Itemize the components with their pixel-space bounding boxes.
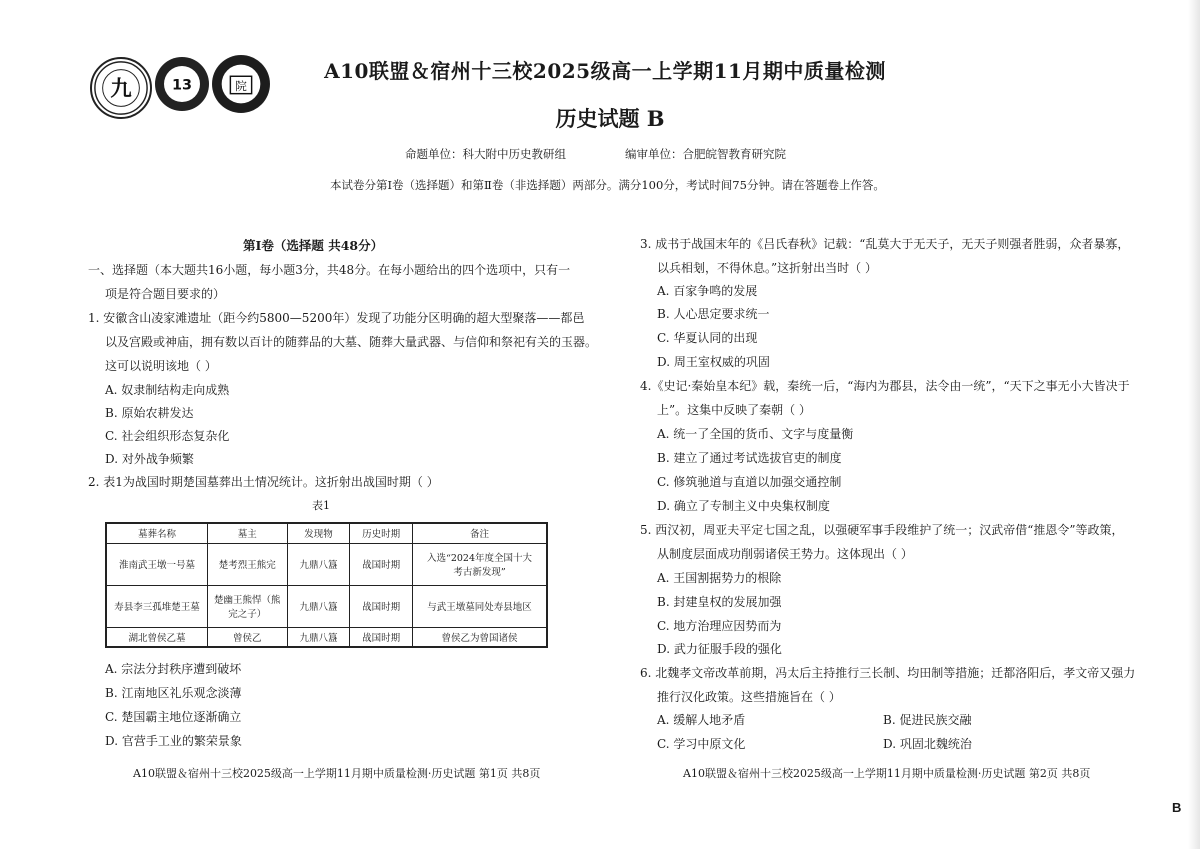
subject-title: 历史试题 B <box>555 106 665 131</box>
question-stem-line: 以兵相刬，不得休息。”这折射出当时（ ） <box>657 261 877 275</box>
table-row <box>106 543 547 585</box>
table-header-cell: 历史时期 <box>350 523 413 543</box>
option-a[interactable]: A. 奴隶制结构走向成熟 <box>105 383 230 397</box>
table-cell: 曾侯乙为曾国诸侯 <box>413 627 547 647</box>
corner-letter: B <box>1172 800 1182 815</box>
option-c[interactable]: C. 地方治理应因势而为 <box>657 619 782 633</box>
table-cell: 湖北曾侯乙墓 <box>106 627 207 647</box>
question-stem-line: 上”。这集中反映了秦朝（ ） <box>657 403 811 417</box>
table-cell: 九鼎八簋 <box>287 627 350 647</box>
section-intro-line: 一、选择题（本大题共16小题，每小题3分，共48分。在每小题给出的四个选项中，只有一 <box>88 263 571 277</box>
table-cell: 九鼎八簋 <box>287 585 350 627</box>
table-cell: 战国时期 <box>350 585 413 627</box>
suzhou-academy-logo-icon <box>212 55 270 113</box>
table-row <box>106 627 547 647</box>
option-d[interactable]: D. 官营手工业的繁荣景象 <box>105 734 242 748</box>
option-c[interactable]: C. 学习中原文化 <box>657 737 746 751</box>
page-footer: A10联盟＆宿州十三校2025级高一上学期11月期中质量检测·历史试题 第2页 共8页 <box>683 767 1091 780</box>
compiler-label: 命题单位：科大附中历史教研组 <box>405 147 566 161</box>
table-cell: 战国时期 <box>350 543 413 585</box>
table-header-row <box>106 523 547 543</box>
reviewer-label: 编审单位：合肥皖智教育研究院 <box>625 147 786 161</box>
table-header-cell: 墓主 <box>207 523 287 543</box>
table-cell: 九鼎八簋 <box>287 543 350 585</box>
question-stem-line: 1. 安徽含山凌家滩遗址（距今约5800—5200年）发现了功能分区明确的超大型聚落——都邑 <box>88 311 585 325</box>
exam-title: A10联盟＆宿州十三校2025级高一上学期11月期中质量检测 <box>324 59 886 83</box>
scan-edge-shadow <box>1188 0 1200 849</box>
option-c[interactable]: C. 修筑驰道与直道以加强交通控制 <box>657 475 842 489</box>
option-a[interactable]: A. 统一了全国的货币、文字与度量衡 <box>657 427 854 441</box>
option-d[interactable]: D. 巩固北魏统治 <box>883 737 972 751</box>
exam-instructions: 本试卷分第Ⅰ卷（选择题）和第Ⅱ卷（非选择题）两部分。满分100分，考试时间75分钟。请在答题卷上作答。 <box>330 178 885 192</box>
table-cell: 淮南武王墩一号墓 <box>106 543 207 585</box>
table-row <box>106 585 547 627</box>
option-c[interactable]: C. 楚国霸主地位逐渐确立 <box>105 710 242 724</box>
question-stem-line: 3. 成书于战国末年的《吕氏春秋》记载：“乱莫大于无天子，无天子则强者胜弱，众者暴寡， <box>640 237 1130 251</box>
svg-text:13: 13 <box>171 77 193 94</box>
option-a[interactable]: A. 宗法分封秩序遭到破坏 <box>105 662 242 676</box>
option-b[interactable]: B. 人心思定要求统一 <box>657 307 770 321</box>
option-b[interactable]: B. 封建皇权的发展加强 <box>657 595 782 609</box>
question-stem-line: 5. 西汉初，周亚夫平定七国之乱，以强硬军事手段维护了统一；汉武帝借“推恩令”等政策， <box>640 523 1124 537</box>
table-caption: 表1 <box>312 499 330 512</box>
table-header-cell: 发现物 <box>287 523 350 543</box>
table-cell: 楚考烈王熊完 <box>207 543 287 585</box>
option-b[interactable]: B. 原始农耕发达 <box>105 406 194 420</box>
table-cell: 与武王墩墓同处寿县地区 <box>413 585 547 627</box>
question-stem-line: 从制度层面成功削弱诸侯王势力。这体现出（ ） <box>657 547 913 561</box>
section-title: 第Ⅰ卷（选择题 共48分） <box>243 238 384 253</box>
alliance-logo-icon <box>90 57 152 119</box>
question-stem-line: 推行汉化政策。这些措施旨在（ ） <box>657 690 841 704</box>
table-cell: 入选“2024年度全国十大 考古新发现” <box>413 543 547 585</box>
option-c[interactable]: C. 华夏认同的出现 <box>657 331 758 345</box>
option-b[interactable]: B. 江南地区礼乐观念淡薄 <box>105 686 242 700</box>
option-a[interactable]: A. 百家争鸣的发展 <box>657 284 758 298</box>
table-header-cell: 备注 <box>413 523 547 543</box>
question-stem-line: 6. 北魏孝文帝改革前期，冯太后主持推行三长制、均田制等措施；迁都洛阳后，孝文帝又强力 <box>640 666 1136 680</box>
option-d[interactable]: D. 周王室权威的巩固 <box>657 355 770 369</box>
page-footer: A10联盟＆宿州十三校2025级高一上学期11月期中质量检测·历史试题 第1页 共8页 <box>133 767 541 780</box>
table-cell: 曾侯乙 <box>207 627 287 647</box>
question-stem-line: 这可以说明该地（ ） <box>105 359 217 373</box>
svg-text:九: 九 <box>110 76 132 102</box>
tomb-table <box>105 522 548 648</box>
school-13-logo-icon <box>155 57 209 111</box>
option-d[interactable]: D. 武力征服手段的强化 <box>657 642 782 656</box>
option-d[interactable]: D. 对外战争频繁 <box>105 452 194 466</box>
option-d[interactable]: D. 确立了专制主义中央集权制度 <box>657 499 830 513</box>
table-header-cell: 墓葬名称 <box>106 523 207 543</box>
option-c[interactable]: C. 社会组织形态复杂化 <box>105 429 230 443</box>
table-cell: 楚幽王熊悍（熊 完之子） <box>207 585 287 627</box>
option-a[interactable]: A. 缓解人地矛盾 <box>657 713 746 727</box>
option-b[interactable]: B. 促进民族交融 <box>883 713 972 727</box>
question-stem-line: 以及宫殿或神庙，拥有数以百计的随葬品的大墓、随葬大量武器、与信仰和祭祀有关的玉器。 <box>105 335 598 349</box>
question-stem-line: 4.《史记·秦始皇本纪》载，秦统一后，“海内为郡县，法令由一统”，“天下之事无小大皆决于 <box>640 379 1130 393</box>
svg-text:院: 院 <box>235 78 247 93</box>
question-stem-line: 2. 表1为战国时期楚国墓葬出土情况统计。这折射出战国时期（ ） <box>88 475 439 489</box>
table-cell: 战国时期 <box>350 627 413 647</box>
table-cell: 寿县李三孤堆楚王墓 <box>106 585 207 627</box>
option-b[interactable]: B. 建立了通过考试选拔官吏的制度 <box>657 451 842 465</box>
option-a[interactable]: A. 王国割据势力的根除 <box>657 571 782 585</box>
section-intro-line: 项是符合题目要求的） <box>105 287 226 301</box>
